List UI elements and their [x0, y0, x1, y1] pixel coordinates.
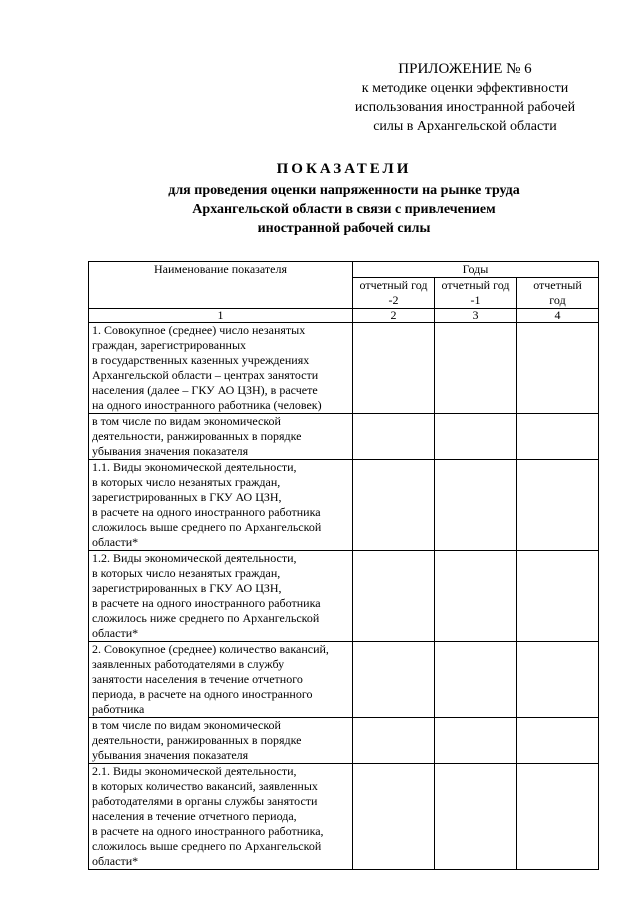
indicator-text-line: в расчете на одного иностранного работника [92, 505, 321, 519]
indicator-text-line: деятельности, ранжированных в порядке [92, 733, 302, 747]
indicator-text-line: на одного иностранного работника (человек) [92, 398, 322, 412]
value-cell-year-minus-2 [353, 414, 435, 460]
indicator-name-cell [89, 460, 353, 551]
value-cell-year-minus-1 [435, 323, 517, 414]
value-cell-year-minus-2 [353, 551, 435, 642]
indicator-text-line: убывания значения показателя [92, 748, 249, 762]
indicator-text-line: в государственных казенных учреждениях [92, 353, 310, 367]
indicator-text-line: области* [92, 854, 139, 868]
value-cell-year-minus-1 [435, 764, 517, 870]
indicator-text-line: 2.1. Виды экономической деятельности, [92, 764, 297, 778]
value-cell-year-minus-2 [353, 460, 435, 551]
appendix-block [330, 60, 600, 136]
column-header-year-minus-1 [435, 278, 517, 309]
value-cell-current-year [517, 551, 599, 642]
heading-title: ПОКАЗАТЕЛИ [276, 161, 412, 177]
table-row [89, 764, 599, 870]
indicator-text-line: в расчете на одного иностранного работника [92, 596, 321, 610]
value-cell-year-minus-2 [353, 764, 435, 870]
value-cell-current-year [517, 718, 599, 764]
table-row [89, 323, 599, 414]
indicator-name-cell [89, 323, 353, 414]
column-number: 2 [353, 309, 435, 323]
indicator-text-line: в том числе по видам экономической [92, 414, 281, 428]
indicator-text-line: населения в течение отчетного периода, [92, 809, 297, 823]
indicator-text-line: периода, в расчете на одного иностранного [92, 687, 313, 701]
column-header-indicator: Наименование показателя [89, 262, 353, 309]
indicator-name-cell [89, 718, 353, 764]
column-number-row [89, 309, 599, 323]
year-label: -1 [470, 293, 481, 307]
table-row [89, 642, 599, 718]
year-label: год [549, 293, 566, 307]
indicator-text-line: в которых количество вакансий, заявленных [92, 779, 318, 793]
year-label: -2 [388, 293, 399, 307]
table-row [89, 460, 599, 551]
value-cell-year-minus-1 [435, 718, 517, 764]
value-cell-year-minus-1 [435, 460, 517, 551]
indicator-text-line: 2. Совокупное (среднее) количество вакансий, [92, 642, 329, 656]
value-cell-year-minus-1 [435, 551, 517, 642]
indicator-text-line: работодателями в органы службы занятости [92, 794, 318, 808]
appendix-title: ПРИЛОЖЕНИЕ № 6 [398, 61, 532, 77]
heading-line: иностранной рабочей силы [257, 221, 431, 236]
appendix-line: к методике оценки эффективности [361, 81, 569, 96]
indicator-rows [89, 323, 599, 870]
indicator-text-line: работника [92, 702, 145, 716]
year-label: отчетный год [441, 278, 510, 292]
indicator-name-cell [89, 414, 353, 460]
column-header-year-minus-2 [353, 278, 435, 309]
column-number: 1 [89, 309, 353, 323]
indicator-text-line: в том числе по видам экономической [92, 718, 281, 732]
value-cell-year-minus-1 [435, 642, 517, 718]
indicator-text-line: зарегистрированных в ГКУ АО ЦЗН, [92, 490, 282, 504]
indicators-table [88, 261, 599, 870]
indicator-text-line: населения (далее – ГКУ АО ЦЗН), в расчете [92, 383, 318, 397]
appendix-line: использования иностранной рабочей [354, 100, 576, 115]
table-row [89, 718, 599, 764]
table-row [89, 414, 599, 460]
value-cell-year-minus-2 [353, 323, 435, 414]
indicator-text-line: заявленных работодателями в службу [92, 657, 285, 671]
column-header-current-year [517, 278, 599, 309]
year-label: отчетный [533, 278, 582, 292]
column-number: 3 [435, 309, 517, 323]
heading-line: для проведения оценки напряженности на рынке труда [168, 183, 520, 198]
indicator-text-line: в которых число незанятых граждан, [92, 475, 281, 489]
indicator-text-line: области* [92, 535, 139, 549]
column-number: 4 [517, 309, 599, 323]
indicator-text-line: 1.2. Виды экономической деятельности, [92, 551, 297, 565]
value-cell-current-year [517, 642, 599, 718]
indicator-text-line: занятости населения в течение отчетного [92, 672, 303, 686]
indicator-text-line: 1. Совокупное (среднее) число незанятых [92, 323, 306, 337]
value-cell-year-minus-2 [353, 718, 435, 764]
indicator-text-line: в которых число незанятых граждан, [92, 566, 281, 580]
document-heading [90, 160, 598, 238]
value-cell-current-year [517, 460, 599, 551]
appendix-line: силы в Архангельской области [373, 119, 557, 134]
indicator-text-line: деятельности, ранжированных в порядке [92, 429, 302, 443]
value-cell-current-year [517, 764, 599, 870]
indicator-text-line: граждан, зарегистрированных [92, 338, 247, 352]
indicator-name-cell [89, 642, 353, 718]
value-cell-current-year [517, 323, 599, 414]
indicator-name-cell [89, 551, 353, 642]
value-cell-year-minus-2 [353, 642, 435, 718]
heading-line: Архангельской области в связи с привлечением [192, 202, 496, 217]
indicator-text-line: области* [92, 626, 139, 640]
indicator-text-line: зарегистрированных в ГКУ АО ЦЗН, [92, 581, 282, 595]
indicator-text-line: в расчете на одного иностранного работника, [92, 824, 324, 838]
value-cell-year-minus-1 [435, 414, 517, 460]
indicator-text-line: сложилось выше среднего по Архангельской [92, 520, 322, 534]
header-row [89, 262, 599, 278]
indicator-name-cell [89, 764, 353, 870]
indicator-text-line: Архангельской области – центрах занятости [92, 368, 319, 382]
value-cell-current-year [517, 414, 599, 460]
indicator-text-line: 1.1. Виды экономической деятельности, [92, 460, 297, 474]
indicator-text-line: сложилось выше среднего по Архангельской [92, 839, 322, 853]
column-header-years: Годы [353, 262, 599, 278]
indicator-text-line: убывания значения показателя [92, 444, 249, 458]
indicator-text-line: сложилось ниже среднего по Архангельской [92, 611, 320, 625]
table-row [89, 551, 599, 642]
year-label: отчетный год [359, 278, 428, 292]
